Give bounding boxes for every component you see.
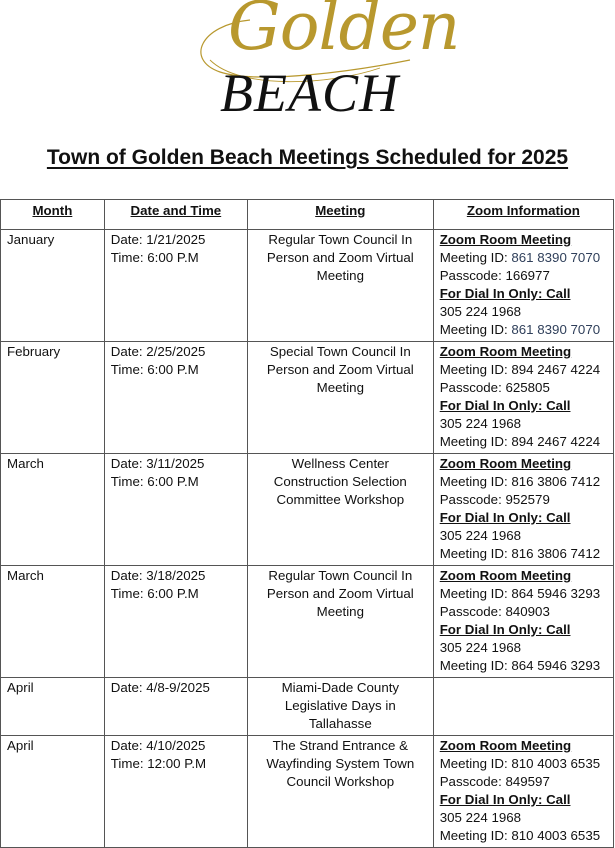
meeting-id-label: Meeting ID: — [439, 828, 512, 843]
zoom-meeting-id — [440, 755, 607, 773]
meeting-cell — [247, 566, 433, 678]
date-text: Date: 4/10/2025 — [110, 738, 206, 753]
date-time-cell — [104, 342, 247, 454]
date-text: Date: 4/8-9/2025 — [110, 680, 210, 695]
meeting-line: Special Town Council In — [269, 344, 411, 359]
meeting-id-label: Meeting ID: — [439, 434, 512, 449]
dial-in-number: 305 224 1968 — [439, 416, 522, 431]
month-cell: March — [1, 566, 105, 678]
dial-in-heading: For Dial In Only: Call — [439, 792, 571, 807]
dial-in-meeting-id — [440, 545, 607, 563]
time-text: Time: 6:00 P.M — [110, 586, 199, 601]
meeting-line: The Strand Entrance & — [272, 738, 408, 753]
meeting-line: Construction Selection — [273, 474, 407, 489]
meeting-line: Committee Workshop — [276, 492, 405, 507]
date-text: Date: 2/25/2025 — [110, 344, 206, 359]
zoom-room-heading: Zoom Room Meeting — [439, 232, 572, 247]
dial-in-heading: For Dial In Only: Call — [439, 398, 571, 413]
meeting-id-label: Meeting ID: — [439, 658, 512, 673]
meeting-line: Regular Town Council In — [268, 568, 413, 583]
meeting-line: Person and Zoom Virtual — [266, 362, 414, 377]
zoom-meeting-id — [440, 361, 607, 379]
meeting-line: Meeting — [316, 268, 364, 283]
meeting-id-value: 894 2467 4224 — [511, 362, 601, 377]
meeting-id-value: 864 5946 3293 — [511, 586, 601, 601]
time-text: Time: 6:00 P.M — [110, 250, 199, 265]
date-time-cell — [104, 230, 247, 342]
zoom-info-cell — [433, 342, 613, 454]
dial-in-meeting-id — [440, 321, 607, 339]
zoom-passcode: Passcode: 625805 — [439, 380, 550, 395]
meeting-id-value: 816 3806 7412 — [511, 546, 601, 561]
zoom-info-cell — [433, 736, 613, 848]
date-text: Date: 3/11/2025 — [110, 456, 205, 471]
meeting-id-label: Meeting ID: — [439, 322, 512, 337]
page-title: Town of Golden Beach Meetings Scheduled for 2025 — [46, 146, 569, 169]
meeting-line: Tallahasse — [308, 716, 372, 731]
meeting-line: Council Workshop — [286, 774, 395, 789]
zoom-meeting-id — [440, 249, 607, 267]
table-row — [1, 230, 614, 342]
time-text: Time: 6:00 P.M — [110, 362, 199, 377]
date-time-cell — [104, 566, 247, 678]
meeting-id-label: Meeting ID: — [439, 362, 512, 377]
meeting-cell — [247, 342, 433, 454]
logo-golden-text: Golden — [228, 0, 460, 65]
meeting-id-value: 816 3806 7412 — [511, 474, 601, 489]
zoom-passcode: Passcode: 849597 — [439, 774, 550, 789]
zoom-info-cell-empty — [433, 678, 613, 736]
meeting-id-value: 894 2467 4224 — [511, 434, 601, 449]
header-zoom-info: Zoom Information — [433, 200, 613, 230]
meeting-id-value: 810 4003 6535 — [511, 756, 601, 771]
meeting-id-label: Meeting ID: — [439, 546, 512, 561]
header-date-time: Date and Time — [104, 200, 247, 230]
meeting-line: Wellness Center — [291, 456, 389, 471]
zoom-info-cell — [433, 230, 613, 342]
zoom-room-heading: Zoom Room Meeting — [439, 738, 572, 753]
date-text: Date: 1/21/2025 — [110, 232, 206, 247]
meetings-table — [0, 199, 614, 848]
table-header-row — [1, 200, 614, 230]
meeting-line: Wayfinding System Town — [266, 756, 415, 771]
date-time-cell — [104, 678, 247, 736]
zoom-meeting-id — [440, 585, 607, 603]
meeting-cell — [247, 736, 433, 848]
dial-in-meeting-id — [440, 827, 607, 845]
date-text: Date: 3/18/2025 — [110, 568, 206, 583]
meeting-line: Miami-Dade County — [281, 680, 400, 695]
dial-in-number: 305 224 1968 — [439, 640, 522, 655]
table-row — [1, 342, 614, 454]
dial-in-number: 305 224 1968 — [439, 528, 522, 543]
meeting-id-label: Meeting ID: — [439, 474, 512, 489]
dial-in-heading: For Dial In Only: Call — [439, 622, 571, 637]
meeting-id-value: 864 5946 3293 — [511, 658, 601, 673]
zoom-room-heading: Zoom Room Meeting — [439, 344, 572, 359]
zoom-passcode: Passcode: 840903 — [439, 604, 550, 619]
meeting-cell — [247, 454, 433, 566]
meeting-id-label: Meeting ID: — [439, 250, 512, 265]
zoom-room-heading: Zoom Room Meeting — [439, 456, 572, 471]
month-cell: April — [1, 678, 105, 736]
meeting-line: Meeting — [316, 380, 364, 395]
dial-in-meeting-id — [440, 433, 607, 451]
table-row — [1, 736, 614, 848]
header-month: Month — [1, 200, 105, 230]
date-time-cell — [104, 454, 247, 566]
meeting-cell — [247, 230, 433, 342]
meeting-id-label: Meeting ID: — [439, 586, 512, 601]
time-text: Time: 12:00 P.M — [110, 756, 207, 771]
zoom-passcode: Passcode: 166977 — [439, 268, 550, 283]
zoom-meeting-id — [440, 473, 607, 491]
month-cell: January — [1, 230, 105, 342]
meeting-line: Person and Zoom Virtual — [266, 586, 414, 601]
logo-beach-text: BEACH — [220, 63, 399, 123]
date-time-cell — [104, 736, 247, 848]
meeting-id-value: 861 8390 7070 — [511, 250, 601, 265]
month-cell: March — [1, 454, 105, 566]
time-text: Time: 6:00 P.M — [110, 474, 199, 489]
meeting-id-value: 861 8390 7070 — [511, 322, 601, 337]
dial-in-heading: For Dial In Only: Call — [439, 510, 571, 525]
meeting-cell — [247, 678, 433, 736]
meeting-line: Legislative Days in — [284, 698, 396, 713]
meeting-id-label: Meeting ID: — [439, 756, 512, 771]
meeting-id-value: 810 4003 6535 — [511, 828, 601, 843]
table-row — [1, 454, 614, 566]
dial-in-meeting-id — [440, 657, 607, 675]
month-cell: February — [1, 342, 105, 454]
zoom-info-cell — [433, 566, 613, 678]
meeting-line: Person and Zoom Virtual — [266, 250, 414, 265]
zoom-info-cell — [433, 454, 613, 566]
golden-beach-logo — [180, 0, 460, 125]
table-row — [1, 678, 614, 736]
meeting-line: Regular Town Council In — [268, 232, 413, 247]
dial-in-heading: For Dial In Only: Call — [439, 286, 571, 301]
zoom-room-heading: Zoom Room Meeting — [439, 568, 572, 583]
table-row — [1, 566, 614, 678]
header-meeting: Meeting — [247, 200, 433, 230]
dial-in-number: 305 224 1968 — [439, 810, 522, 825]
zoom-passcode: Passcode: 952579 — [439, 492, 550, 507]
meeting-line: Meeting — [316, 604, 364, 619]
dial-in-number: 305 224 1968 — [439, 304, 522, 319]
month-cell: April — [1, 736, 105, 848]
